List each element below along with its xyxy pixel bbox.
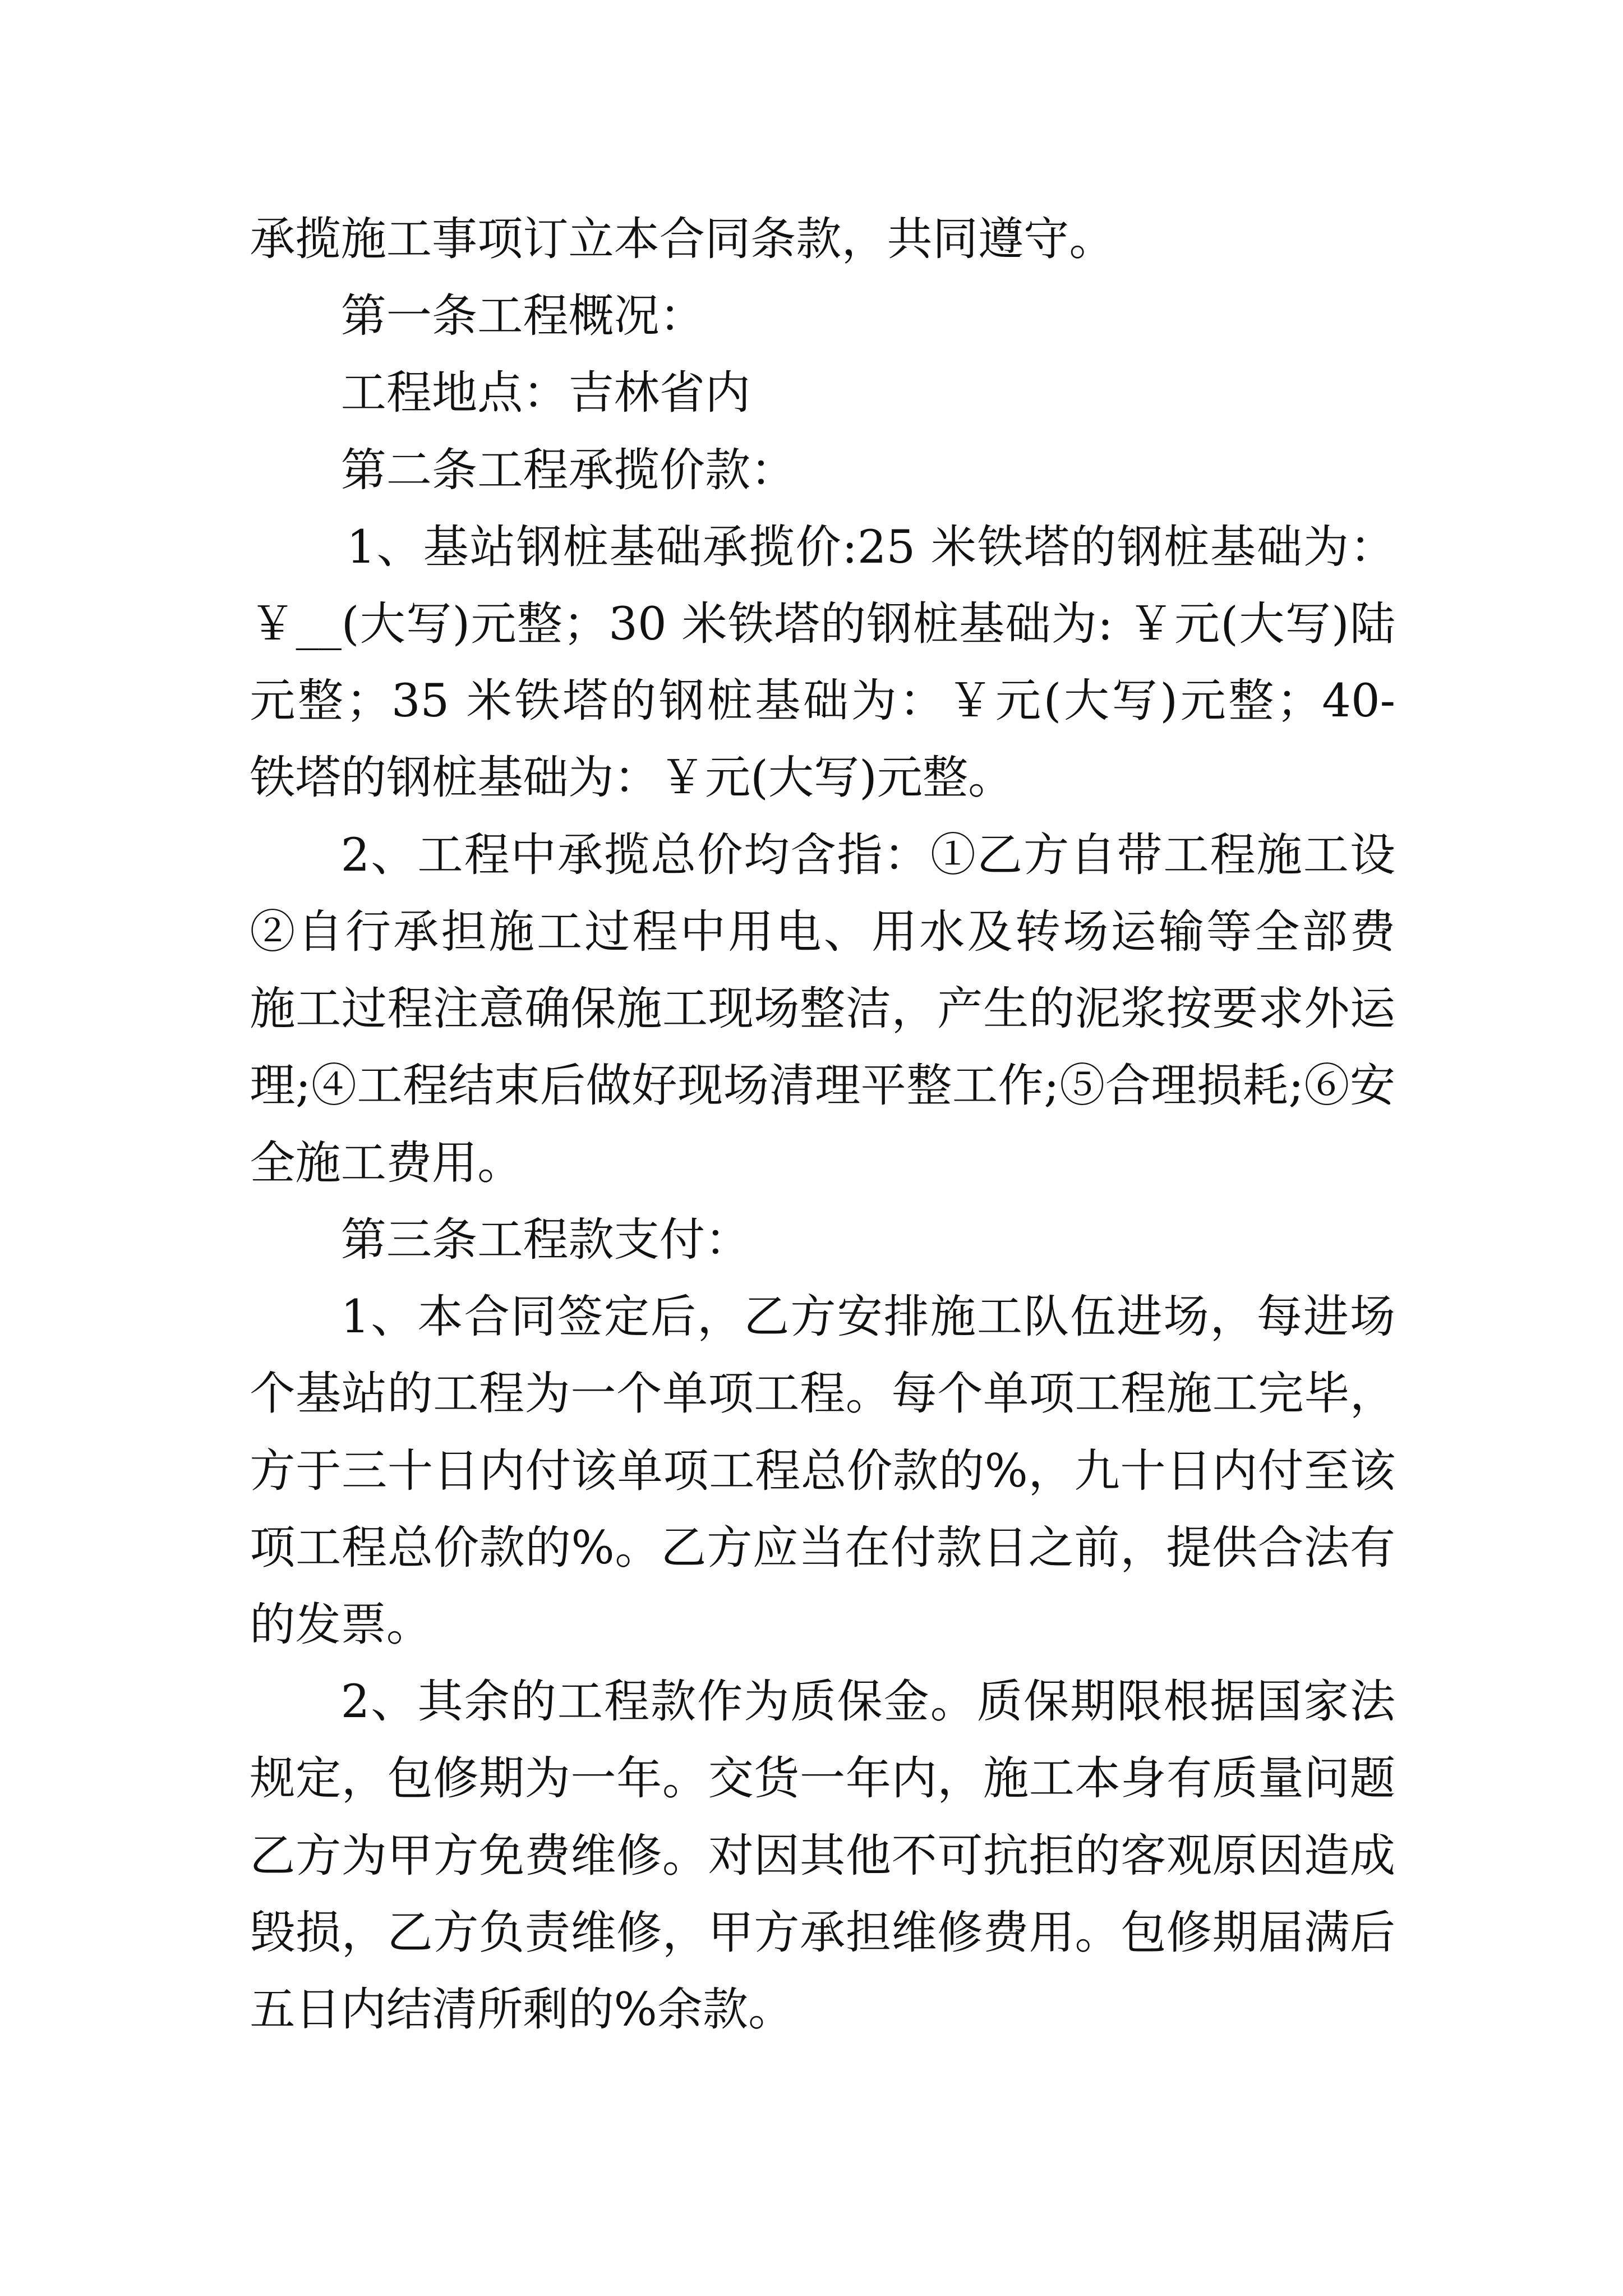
paragraph-line: 五日内结清所剩的%余款。 bbox=[250, 1984, 794, 2037]
paragraph-line: 2、其余的工程款作为质保金。质保期限根据国家法 bbox=[340, 1676, 1396, 1729]
paragraph-line: 个基站的工程为一个单项工程。每个单项工程施工完毕， bbox=[250, 1368, 1396, 1421]
paragraph-line: 规定，包修期为一年。交货一年内，施工本身有质量问题 bbox=[250, 1752, 1396, 1806]
paragraph-line: 2、工程中承揽总价均含指：①乙方自带工程施工设 bbox=[340, 829, 1396, 882]
paragraph-line: 铁塔的钢桩基础为：￥元(大写)元整。 bbox=[250, 752, 1014, 805]
paragraph-line: 施工过程注意确保施工现场整洁，产生的泥浆按要求外运 bbox=[250, 983, 1396, 1036]
paragraph-line: 乙方为甲方免费维修。对因其他不可抗拒的客观原因造成 bbox=[250, 1829, 1396, 1883]
paragraph-line: ②自行承担施工过程中用电、用水及转场运输等全部费 bbox=[250, 905, 1396, 959]
paragraph-line: 方于三十日内付该单项工程总价款的%，九十日内付至该 bbox=[250, 1444, 1396, 1498]
paragraph-line: 1、本合同签定后，乙方安排施工队伍进场，每进场 bbox=[340, 1291, 1396, 1344]
article-2-heading: 第二条工程承揽价款： bbox=[340, 444, 796, 497]
paragraph-line: 项工程总价款的%。乙方应当在付款日之前，提供合法有 bbox=[250, 1521, 1396, 1575]
paragraph-line: 理;④工程结束后做好现场清理平整工作;⑤合理损耗;⑥安 bbox=[250, 1060, 1396, 1113]
paragraph-line: 全施工费用。 bbox=[250, 1137, 523, 1190]
document-body bbox=[250, 201, 1395, 2049]
project-location: 工程地点：吉林省内 bbox=[340, 367, 751, 420]
article-3-heading: 第三条工程款支付： bbox=[340, 1213, 751, 1267]
paragraph-line: 毁损，乙方负责维修，甲方承担维修费用。包修期届满后 bbox=[250, 1906, 1396, 1959]
paragraph-line: 1、基站钢桩基础承揽价:25 米铁塔的钢桩基础为： bbox=[347, 521, 1396, 574]
article-1-heading: 第一条工程概况： bbox=[340, 290, 705, 343]
paragraph-line: ￥__(大写)元整；30 米铁塔的钢桩基础为: ￥元(大写)陆 bbox=[250, 597, 1396, 651]
paragraph-line: 的发票。 bbox=[250, 1599, 432, 1652]
paragraph-line: 元整；35 米铁塔的钢桩基础为：￥元(大写)元整；40- bbox=[250, 675, 1396, 728]
paragraph-line: 承揽施工事项订立本合同条款，共同遵守。 bbox=[250, 213, 1115, 266]
